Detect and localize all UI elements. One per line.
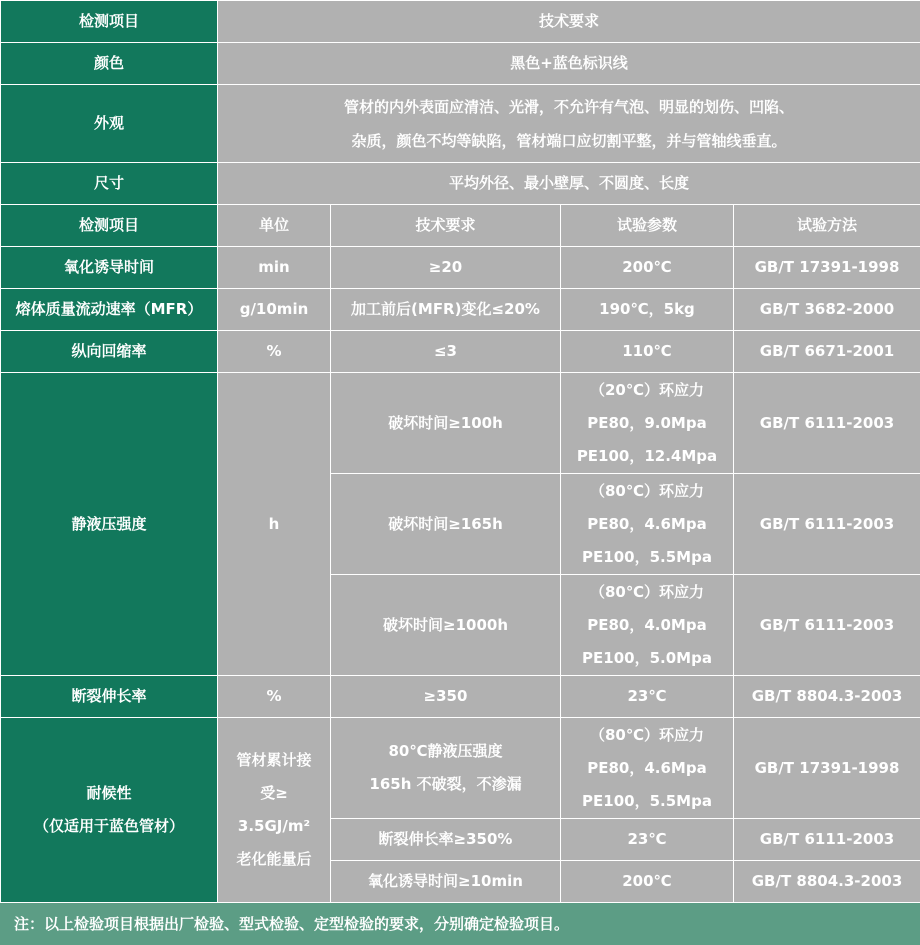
appearance-row: [1, 85, 920, 163]
requirement-cell: 破坏时间≥100h: [331, 373, 561, 474]
column-header: 试验参数: [561, 205, 734, 247]
requirement-cell: 断裂伸长率≥350%: [331, 819, 561, 861]
requirement-cell: ≥350: [331, 676, 561, 718]
requirement-cell: 破坏时间≥165h: [331, 474, 561, 575]
requirement-cell: 破坏时间≥1000h: [331, 575, 561, 676]
color-value: 黑色+蓝色标识线: [218, 43, 920, 85]
parameter-line: （80℃）环应力: [589, 582, 705, 601]
unit-cell: %: [218, 676, 331, 718]
unit-cell: g/10min: [218, 289, 331, 331]
appearance-line: 管材的内外表面应清洁、光滑，不允许有气泡、明显的划伤、凹陷、: [344, 97, 795, 116]
table-row: [1, 289, 920, 331]
method-cell: GB/T 3682-2000: [734, 289, 920, 331]
parameter-line: PE80，9.0Mpa: [587, 413, 707, 432]
size-label: 尺寸: [1, 163, 218, 205]
unit-line: 老化能量后: [236, 850, 312, 868]
parameter-cell: [561, 718, 734, 819]
header-requirement-label: 技术要求: [218, 1, 920, 43]
parameter-cell: [561, 373, 734, 474]
parameter-line: PE80，4.6Mpa: [587, 758, 707, 777]
method-cell: GB/T 6111-2003: [734, 474, 920, 575]
parameter-line: （80℃）环应力: [589, 481, 705, 500]
parameter-cell: 200℃: [561, 861, 734, 903]
table-row: [1, 373, 920, 474]
requirement-cell: 加工前后(MFR)变化≤20%: [331, 289, 561, 331]
parameter-cell: [561, 474, 734, 575]
table-row: [1, 718, 920, 819]
parameter-line: （80℃）环应力: [589, 725, 705, 744]
parameter-line: （20℃）环应力: [589, 380, 705, 399]
requirement-cell: 氧化诱导时间≥10min: [331, 861, 561, 903]
method-cell: GB/T 6111-2003: [734, 819, 920, 861]
item-cell: 静液压强度: [1, 373, 218, 676]
footnote: 注：以上检验项目根据出厂检验、型式检验、定型检验的要求，分别确定检验项目。: [0, 903, 920, 945]
column-header: 检测项目: [1, 205, 218, 247]
method-cell: GB/T 6111-2003: [734, 373, 920, 474]
unit-cell: %: [218, 331, 331, 373]
header-row: [1, 1, 920, 43]
requirement-line: 165h 不破裂，不渗漏: [369, 775, 522, 793]
parameter-line: PE100，5.0Mpa: [582, 648, 712, 667]
requirement-line: 80℃静液压强度: [388, 742, 503, 760]
unit-line: 3.5GJ/m²: [237, 817, 311, 835]
parameter-line: PE100，12.4Mpa: [576, 446, 718, 465]
method-cell: GB/T 6671-2001: [734, 331, 920, 373]
parameter-line: PE100，5.5Mpa: [582, 547, 712, 566]
header-item-label: 检测项目: [1, 1, 218, 43]
item-cell: 断裂伸长率: [1, 676, 218, 718]
parameter-cell: 110℃: [561, 331, 734, 373]
parameter-cell: [561, 575, 734, 676]
item-cell: [1, 718, 218, 903]
table-row: [1, 247, 920, 289]
table-row: [1, 676, 920, 718]
appearance-line: 杂质，颜色不均等缺陷，管材端口应切割平整，并与管轴线垂直。: [351, 131, 787, 150]
requirement-cell: [331, 718, 561, 819]
method-cell: GB/T 6111-2003: [734, 575, 920, 676]
method-cell: GB/T 8804.3-2003: [734, 861, 920, 903]
unit-cell: h: [218, 373, 331, 676]
parameter-line: PE100，5.5Mpa: [582, 791, 712, 810]
item-line: 耐候性: [86, 784, 132, 802]
size-value: 平均外径、最小壁厚、不圆度、长度: [218, 163, 920, 205]
color-row: [1, 43, 920, 85]
table-row: [1, 331, 920, 373]
method-cell: GB/T 17391-1998: [734, 247, 920, 289]
column-header: 技术要求: [331, 205, 561, 247]
requirement-cell: ≥20: [331, 247, 561, 289]
column-header: 试验方法: [734, 205, 920, 247]
unit-line: 受≥: [260, 784, 288, 802]
parameter-cell: 23℃: [561, 676, 734, 718]
parameter-line: PE80，4.6Mpa: [587, 514, 707, 533]
item-line: （仅适用于蓝色管材）: [33, 817, 184, 835]
parameter-cell: 190℃，5kg: [561, 289, 734, 331]
parameter-cell: 23℃: [561, 819, 734, 861]
parameter-cell: 200℃: [561, 247, 734, 289]
unit-cell: [218, 718, 331, 903]
appearance-value: [218, 85, 920, 163]
column-header-row: [1, 205, 920, 247]
parameter-line: PE80，4.0Mpa: [587, 615, 707, 634]
size-row: [1, 163, 920, 205]
color-label: 颜色: [1, 43, 218, 85]
requirement-cell: ≤3: [331, 331, 561, 373]
unit-cell: min: [218, 247, 331, 289]
unit-line: 管材累计接: [236, 751, 312, 769]
item-cell: 纵向回缩率: [1, 331, 218, 373]
item-cell: 氧化诱导时间: [1, 247, 218, 289]
item-cell: 熔体质量流动速率（MFR）: [1, 289, 218, 331]
column-header: 单位: [218, 205, 331, 247]
method-cell: GB/T 8804.3-2003: [734, 676, 920, 718]
method-cell: GB/T 17391-1998: [734, 718, 920, 819]
appearance-label: 外观: [1, 85, 218, 163]
